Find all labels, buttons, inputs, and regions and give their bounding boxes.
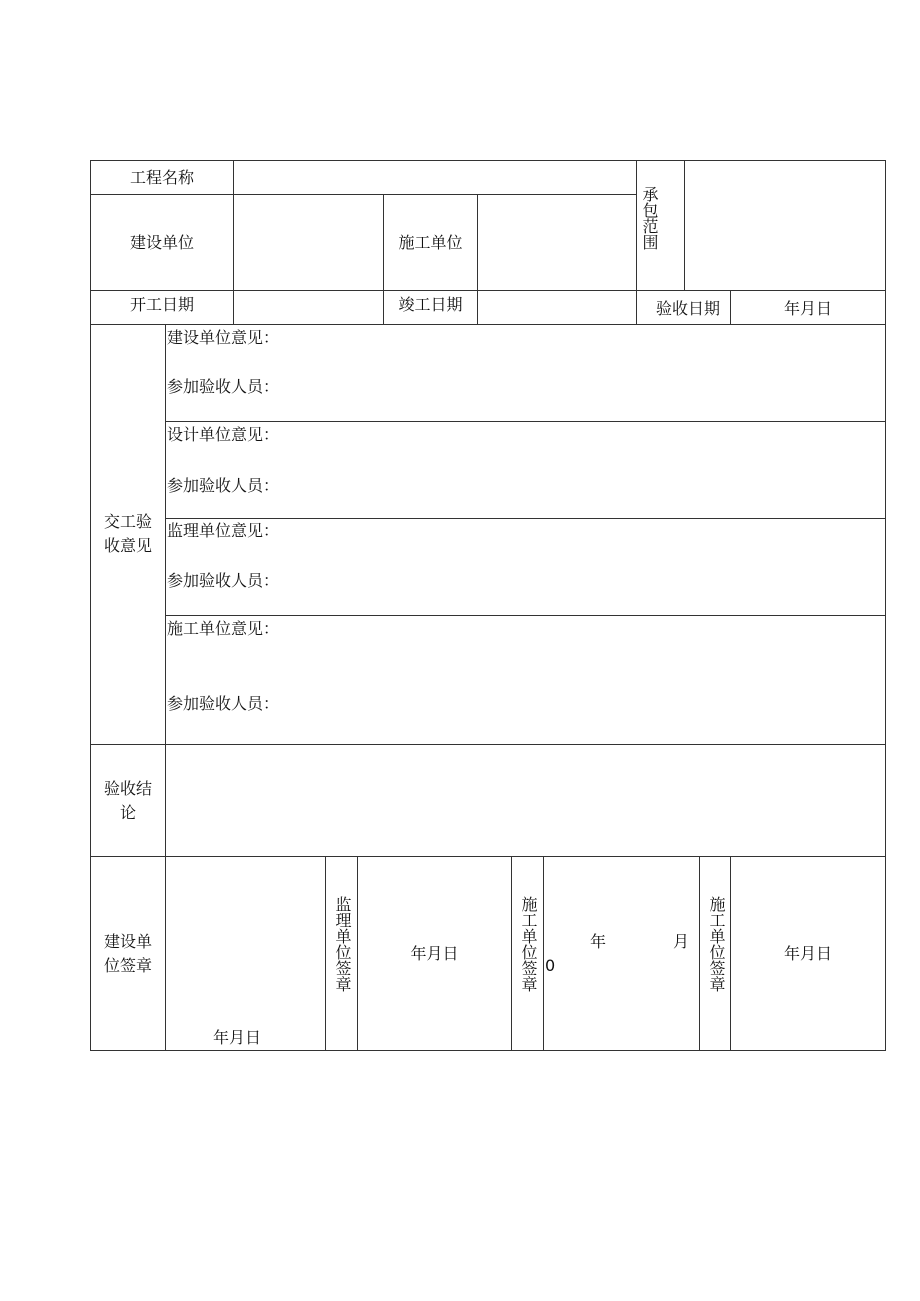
design-opinion-label: 设计单位意见： <box>167 425 280 444</box>
acceptance-opinion-section-label: 交工验 收意见 <box>103 512 152 555</box>
contractor-field[interactable] <box>478 195 636 290</box>
supervisor-signature-label: 监理单位签章 <box>333 896 352 992</box>
builder-field[interactable] <box>234 195 383 290</box>
project-name-field[interactable] <box>234 161 636 194</box>
project-name-label: 工程名称 <box>129 167 194 187</box>
start-date-label: 开工日期 <box>129 295 194 314</box>
conclusion-field[interactable] <box>166 745 885 856</box>
contractor-opinion-label: 施工单位意见： <box>167 619 280 638</box>
contractor-signature-zero: 0 <box>545 956 556 975</box>
finish-date-label: 竣工日期 <box>398 295 463 314</box>
contractor-signature-label: 施工单位签章 <box>519 896 538 992</box>
supervisor-signature-date: 年月日 <box>410 943 459 963</box>
design-staff-label: 参加验收人员： <box>167 476 280 495</box>
contractor-label: 施工单位 <box>398 232 463 252</box>
start-date-field[interactable] <box>234 291 383 324</box>
acceptance-date-label: 验收日期 <box>656 299 721 318</box>
contractor2-signature-date: 年月日 <box>783 943 832 963</box>
contractor-staff-label: 参加验收人员： <box>167 694 280 713</box>
builder-opinion-label: 建设单位意见： <box>167 328 280 347</box>
builder-label: 建设单位 <box>129 232 194 252</box>
builder-signature-date: 年月日 <box>213 1028 262 1047</box>
builder-signature-label: 建设单 位签章 <box>103 931 152 975</box>
supervisor-opinion-label: 监理单位意见： <box>167 521 280 540</box>
conclusion-label: 验收结 论 <box>103 778 152 822</box>
scope-field[interactable] <box>685 161 885 290</box>
acceptance-date-field[interactable]: 年月日 <box>783 299 832 318</box>
contractor-signature-month: 月 <box>673 932 690 951</box>
supervisor-staff-label: 参加验收人员： <box>167 571 280 590</box>
builder-staff-label: 参加验收人员： <box>167 377 280 396</box>
scope-label: 承包范围 <box>640 186 659 250</box>
finish-date-field[interactable] <box>478 291 636 324</box>
contractor-signature-year: 年 <box>590 932 607 951</box>
contractor2-signature-label: 施工单位签章 <box>707 896 726 992</box>
